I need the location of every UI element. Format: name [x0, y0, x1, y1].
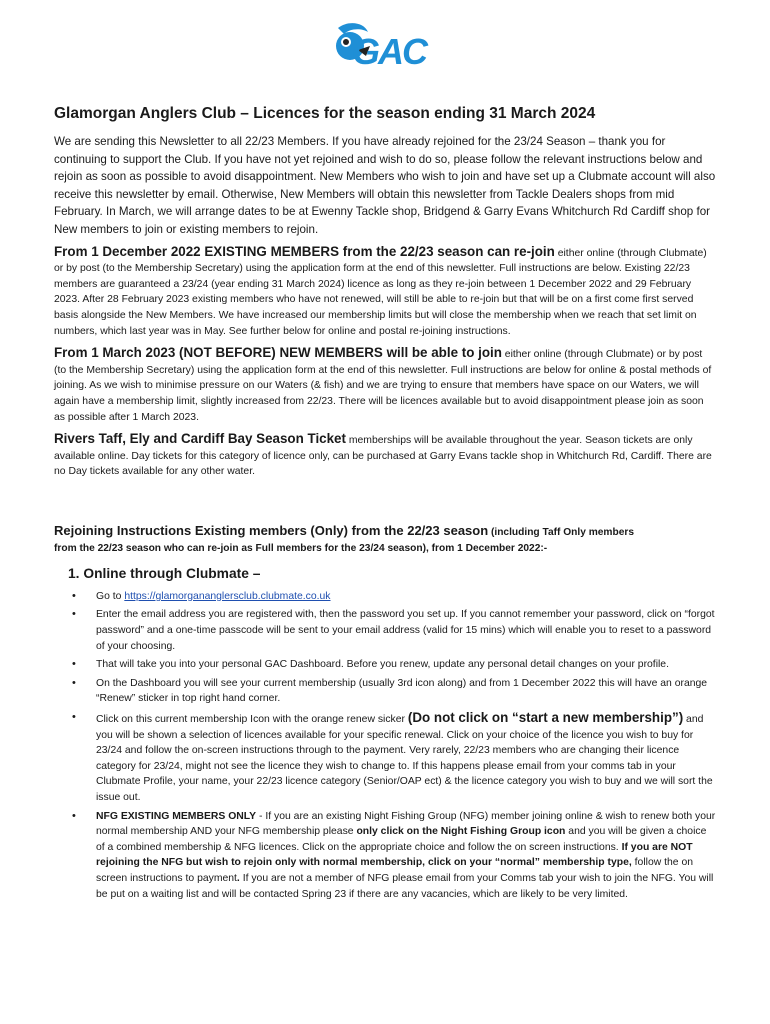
existing-members-paragraph: [54, 244, 716, 340]
nfg-bold-3: .: [236, 872, 240, 884]
nfg-text-d: If you are not a member of NFG please email from your Comms tab your wish to join the NFG. You will be put on a waiting list and will be contacted Spring 23 if there are any vacancies, which are likely to be very limited.: [96, 872, 714, 900]
existing-members-body: either online (through Clubmate) or by post (to the Membership Secretary) using the application form at the end of this newsletter. Full instructions are below. Existing 22/23 members are guaranteed a 23/24 (year ending 31 March 2024) licence as long as they re-join between 1 December 2022 and 29 February 2023. After 28 February 2023 existing members who have not renewed, will still be able to re-join but that will be on a first come first served basis alongside the New Members. We have increased our membership limits but will close the membership when we reach that set limit on numbers, which last year was in May. See further below for online and postal re-joining instructions.: [54, 247, 707, 337]
list-item: • Enter the email address you are registered with, then the password you set up. If you cannot remember your password, click on “forgot password” and a one-time passcode will be sent to your email address (valid for 15 mins) which will enable you to reset to a password of your choosing.: [96, 607, 716, 654]
goto-text: Go to: [96, 590, 125, 602]
new-members-paragraph: [54, 345, 716, 425]
nfg-bold-2: If you are NOT rejoining the NFG but wish to rejoin only with normal membership, click on your “normal” membership type,: [96, 841, 693, 869]
online-clubmate-heading: 1. Online through Clubmate –: [68, 565, 261, 581]
page-title: Glamorgan Anglers Club – Licences for the season ending 31 March 2024: [54, 105, 596, 122]
nfg-text-c: follow the on screen instructions to payment: [96, 857, 694, 884]
rejoin-heading-small: (including Taff Only members: [488, 526, 635, 538]
rejoin-heading-continued: from the 22/23 season who can re-join as Full members for the 23/24 season), from 1 December 2022:-: [54, 542, 548, 554]
existing-members-lead: From 1 December 2022 EXISTING MEMBERS from the 22/23 season can re-join: [54, 243, 555, 259]
new-members-lead: From 1 March 2023 (NOT BEFORE) NEW MEMBERS will be able to join: [54, 345, 502, 361]
renew-icon-text: Click on this current membership Icon with the orange renew sicker: [96, 714, 408, 726]
rivers-paragraph: [54, 431, 716, 480]
nfg-bold-1: only click on the Night Fishing Group icon: [356, 826, 566, 838]
logo-text: GAC: [352, 31, 426, 70]
nfg-text-a: - If you are an existing Night Fishing Group (NFG) member joining online & wish to renew both your normal membership AND your NFG membership please: [96, 810, 716, 838]
rejoin-heading-main: Rejoining Instructions Existing members (Only) from the 22/23 season: [54, 522, 489, 538]
rivers-lead: Rivers Taff, Ely and Cardiff Bay Season Ticket: [54, 431, 346, 447]
list-item: [96, 710, 716, 806]
list-item: • On the Dashboard you will see your current membership (usually 3rd icon along) and from 1 December 2022 this will have an orange “Renew” sticker in top right hand corner.: [96, 676, 716, 707]
new-members-body: either online (through Clubmate) or by post (to the Membership Secretary) using the application form at the end of this newsletter. Full instructions are below for online & postal methods of joining. As we wish to minimise pressure on our Waters (& fish) and we are trying to ensure that members have space on our Waters, we will again have a membership limit, slightly increased from 22/23. There will be licences available but to avoid disappointment please join as soon as possible after 1 March 2023.: [54, 349, 712, 423]
nfg-lead: NFG EXISTING MEMBERS ONLY: [96, 810, 257, 822]
online-instructions-list: [54, 589, 716, 902]
list-item: [96, 809, 716, 903]
newsletter-page: [54, 104, 716, 905]
nfg-text-b: and you will be given a choice of a combined membership & NFG licences. Click on the appropriate choice and follow the on screen instructions.: [96, 826, 707, 853]
list-item: • That will take you into your personal GAC Dashboard. Before you renew, update any personal detail changes on your profile.: [96, 657, 716, 673]
do-not-click-warning: (Do not click on “start a new membership”): [407, 710, 684, 726]
intro-paragraph: We are sending this Newsletter to all 22/23 Members. If you have already rejoined for the 23/24 Season – thank you for continuing to support the Club. If you have not yet rejoined and wish to do so, please follow the relevant instructions below and rejoin as soon as possible to avoid disappointment. New Members who wish to join and have set up a Clubmate account will also receive this newsletter by email. Otherwise, New Members will obtain this newsletter from Tackle Dealers shops from mid February. In March, we will arrange dates to be at Ewenny Tackle shop, Bridgend & Garry Evans Whitchurch Rd Cardiff shop for New members to join or existing members to rejoin.: [54, 135, 716, 236]
gac-logo: [330, 20, 430, 70]
list-item: [96, 589, 716, 605]
rivers-body: memberships will be available throughout the year. Season tickets are only available online. Day tickets for this category of licence only, can be purchased at Garry Evans tackle shop in Whitchurch Rd, Cardiff. There are no Day tickets available for any other water.: [54, 435, 712, 478]
renew-instructions: and you will be shown a selection of licences available for your specific renewal. Click on your choice of the licence you wish to buy for 23/24 and follow the on-screen instructions through to the payment. Very rarely, 22/23 members who are changing their licence category for 23/24, might not see the licence they wish to change to. If this happens please email from your comms tab in your Clubmate Profile, your name, your 22/23 licence category (Senior/OAP ect) & the licence category you wish to buy and we will sort the issue out.: [96, 714, 713, 803]
rejoin-heading: [54, 522, 716, 542]
clubmate-link[interactable]: https://glamorgananglersclub.clubmate.co.uk: [124, 590, 331, 602]
